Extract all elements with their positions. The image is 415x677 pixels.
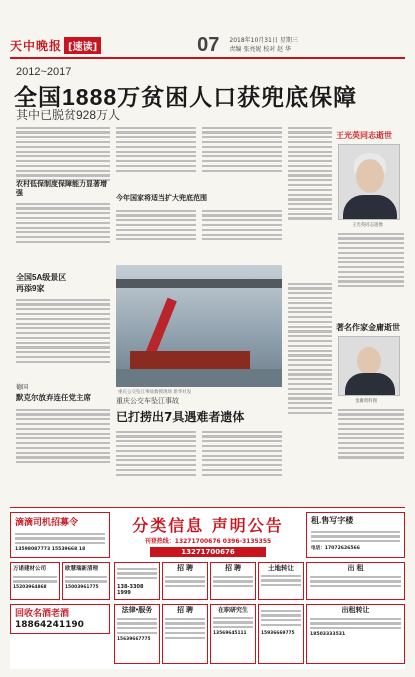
ad-cleaning-phone: 15003961775 [65,585,99,591]
obituary-1-title: 王光英同志逝世 [336,131,392,140]
ad-classified-title: 分类信息 声明公告 [132,516,284,535]
river-water [116,369,282,387]
ad-recruit-body [11,533,109,545]
ad-transfer [306,604,405,664]
ad-rent-body [307,531,404,543]
bus-story-col-1 [116,428,196,478]
ad-land-title: 土地转让 [268,565,294,572]
obituary-1-portrait [338,144,400,220]
story-5a-title [16,272,110,294]
masthead-meta [229,36,297,54]
ad-law-phone: 15639667775 [117,636,151,642]
bus-story-col-3 [288,280,332,416]
bus-story-kicker: 重庆公交车坠江事故 [116,397,179,405]
ad-law-body [115,618,159,635]
ad-shop-phone: 15936669775 [261,630,295,636]
ad-classified-hotline: 刊登热线：13271700676 0396-3135355 [144,538,272,545]
ad-rent-2-title: 出 租 [347,565,364,572]
lead-column-4 [288,124,332,222]
ad-rent-2 [306,562,405,600]
story-5a-title-line2: 再添9家 [16,284,45,293]
obituary-2-portrait [338,336,400,396]
page-number: 07 [197,33,220,56]
ad-transfer-phone: 18503333531 [310,631,346,637]
lead-kicker: 2012~2017 [16,66,72,78]
ad-job-2 [210,562,256,600]
lead-column-2b [116,207,196,243]
bus-story-head [116,396,286,425]
ad-recruit-phone: 13598087773 15539668 18 [15,546,86,552]
ad-job-1 [162,562,208,600]
ad-classified-strip: 13271700676 [150,547,266,557]
ad-grad-study [210,604,256,664]
bridge-deck [116,279,282,288]
obituary-2-title: 著名作家金庸逝世 [336,323,400,332]
obituary-2-caption: 金庸资料图 [355,399,377,404]
editor-credits: 责编 张亮妮 校对 赵 华 [229,46,292,53]
ad-materials [10,562,60,600]
ad-classified-banner [114,512,302,558]
ad-liquor-recycle [10,604,110,634]
bus-story-headline: 已打捞出7具遇难者遗体 [116,410,245,424]
ad-land [258,562,304,600]
obituary-2-body [338,406,404,461]
lead-subtitle-2: 今年国家将适当扩大兜底范围 [116,195,207,202]
story-dehong-head [16,384,110,402]
ad-rent-2-body [307,576,404,588]
story-5a-body [16,296,110,366]
lead-column-3b [202,207,282,243]
ad-grad-body [211,617,255,629]
ad-job-1-title: 招 聘 [177,565,193,572]
portrait-suit [343,195,397,220]
portrait-suit [345,373,395,396]
rescue-photo-caption: 重庆公交坠江事故救援现场 新华社发 [118,390,192,395]
ad-liquor-phone: 18864241190 [15,620,84,630]
ad-land-body [259,575,303,587]
portrait-face [357,347,381,375]
story-dehong-title: 默克尔放弃连任党主席 [16,393,91,402]
lead-subhead: 其中已脱贫928万人 [16,108,121,122]
masthead [10,34,405,56]
ad-debt-body [115,563,159,584]
ad-rent-office [306,512,405,558]
ad-cleaning-body [63,576,109,583]
ad-materials-body [11,576,59,583]
ad-job-3-body [163,618,207,639]
bus-story-col-2 [202,428,282,478]
ad-liquor-title: 回收名酒老酒 [15,608,70,618]
lead-column-1b [16,200,110,246]
ad-rent-title: 租.售写字楼 [311,516,354,525]
rescue-photo [116,265,282,387]
story-dehong-kicker: 德国 [16,385,29,391]
classified-ads-section [10,507,405,669]
ad-debt-phone: 138-3308 1999 [117,583,144,596]
story-dehong-body [16,406,110,466]
ad-shop [258,604,304,664]
newspaper-logo: 天中晚报 [10,38,63,53]
ad-recruit [10,512,110,558]
ad-materials-phone: 15203964868 [13,585,47,591]
ad-transfer-title: 出租转让 [341,607,370,614]
masthead-rule [10,57,405,59]
ad-job-2-title: 招 聘 [225,565,241,572]
story-5a-title-line1: 全国5A级景区 [16,273,67,282]
ad-law-title: 法律•服务 [121,607,153,614]
ad-cleaning-title: 欧慧瑞新清理 [65,566,99,572]
ad-grad-phone: 13569645111 [213,630,247,636]
ad-job-2-body [211,576,255,588]
lead-headline: 全国1888万贫困人口获兜底保障 [14,84,358,110]
section-badge: [速读] [64,37,101,54]
ad-job-1-body [163,576,207,588]
issue-date: 2018年10月31日 星期三 [229,37,298,44]
obituary-1-caption: 王光英同志遗像 [352,223,383,228]
ad-debt [114,562,160,600]
obituary-1-body [338,230,404,290]
ad-rent-phone: 电话：17072626566 [311,545,360,551]
ad-shop-body [259,605,303,631]
crane-arm [144,298,176,359]
portrait-face [356,159,384,193]
lead-column-1 [16,124,110,184]
ad-cleaning [62,562,110,600]
ad-job-3 [162,604,208,664]
ad-law [114,604,160,664]
ad-job-3-title: 招 聘 [177,607,193,614]
lead-subtitle-1: 农村低保制度保障能力显著增强 [16,181,107,197]
ad-recruit-title: 滴滴司机招募令 [15,517,79,527]
lead-column-2 [116,124,196,174]
ad-materials-title: 万诺建材公司 [13,566,47,572]
ad-grad-title: 在职研究生 [217,608,248,614]
lead-column-3 [202,124,282,174]
ad-transfer-body [307,618,404,630]
